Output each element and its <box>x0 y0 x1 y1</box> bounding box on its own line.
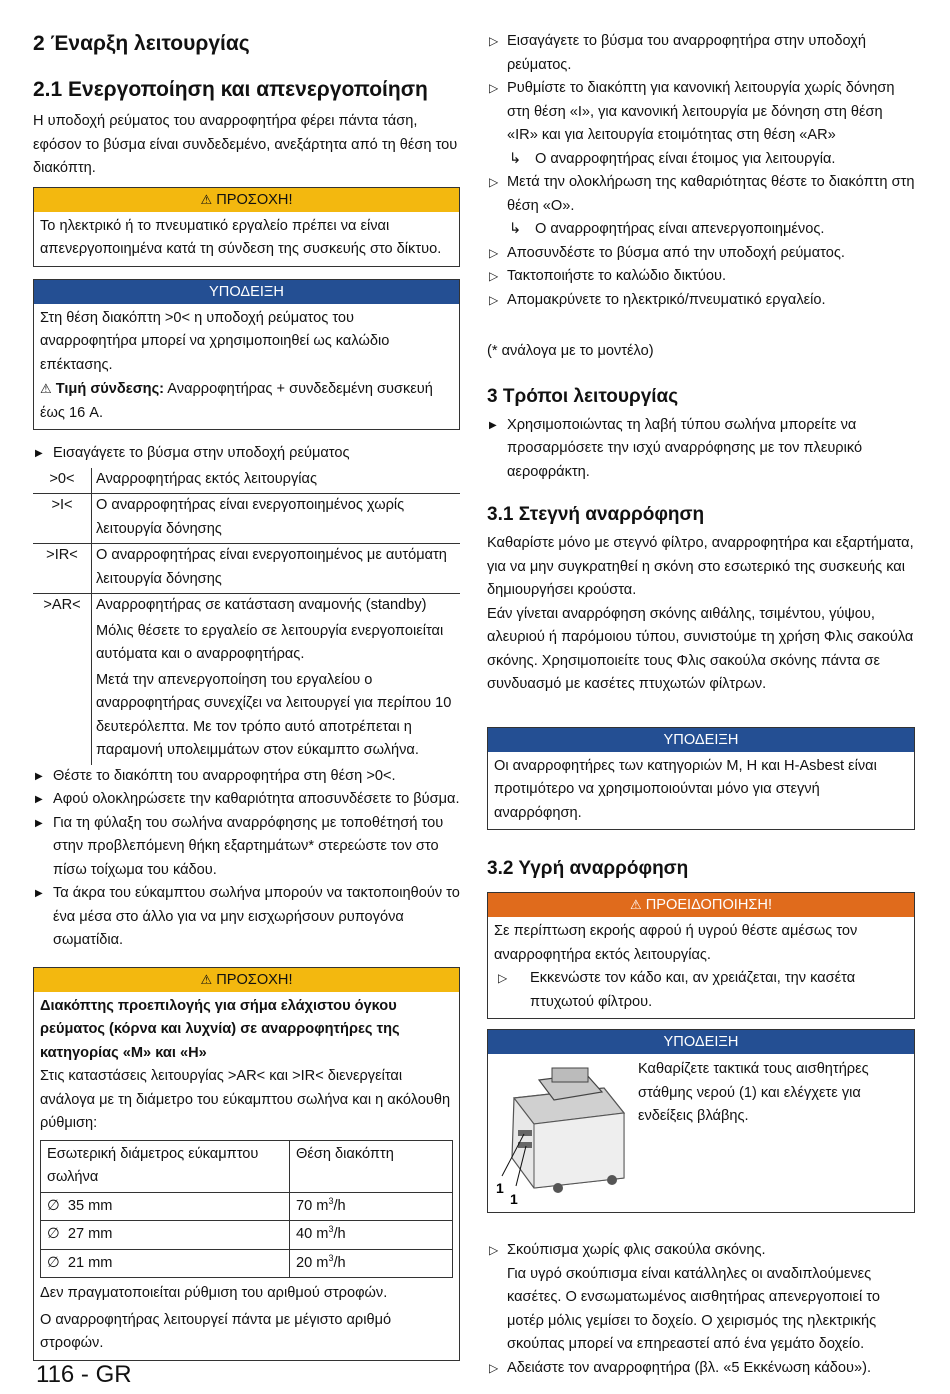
note-header: ΥΠΟΔΕΙΞΗ <box>34 280 459 304</box>
vacuum-sensor-illustration <box>494 1058 632 1207</box>
steps-list-a <box>487 30 915 148</box>
right-column <box>487 30 915 1380</box>
warning-triangle-icon: ⚠ <box>40 381 52 396</box>
list-item: ▶ Για τη φύλαξη του σωλήνα αναρρόφησης με τοποθέτησή του στην προβλεπόμενη θήκη εξαρτημάτων* στερεώστε τον στο πίσω τοίχωμα του κάδου. <box>33 812 460 883</box>
list-item: ▷ Εκκενώστε τον κάδο και, αν χρειάζεται, την κασέτα πτυχωτού φίλτρου. <box>494 967 908 1014</box>
section-2-1-title: 2.1 Ενεργοποίηση και απενεργοποίηση <box>33 78 428 101</box>
bullet-arrow-icon: ▶ <box>35 794 43 805</box>
step-triangle-icon: ▷ <box>489 175 499 189</box>
bullet-arrow-icon: ▶ <box>35 448 43 459</box>
step-triangle-icon: ▷ <box>489 34 499 48</box>
caution-box-1 <box>33 187 460 267</box>
list-item: ▷ Αδειάστε τον αναρροφητήρα (βλ. «5 Εκκένωση κάδου»). <box>487 1357 915 1381</box>
steps-list <box>33 765 460 953</box>
section-3-1-title: 3.1 Στεγνή αναρρόφηση <box>487 504 705 525</box>
connection-value-label: Τιμή σύνδεσης: <box>55 381 165 397</box>
warning-triangle-icon: ⚠ <box>200 191 213 207</box>
step-triangle-icon: ▷ <box>489 245 499 260</box>
note-header: ΥΠΟΔΕΙΞΗ <box>488 1030 914 1054</box>
step-triangle-icon: ▷ <box>489 81 499 95</box>
page-number: 116 - GR <box>36 1361 132 1388</box>
result-b: ↳ Ο αναρροφητήρας είναι απενεργοποιημένος. <box>487 218 915 242</box>
list-item: ▷ Εισαγάγετε το βύσμα του αναρροφητήρα στην υποδοχή ρεύματος. <box>487 30 915 77</box>
list-item: ▷ Μετά την ολοκλήρωση της καθαριότητας θέστε το διακόπτη στη θέση «O». <box>487 171 915 218</box>
caution-bold-text: Διακόπτης προεπιλογής για σήμα ελάχιστου όγκου ρεύματος (κόρνα και λυχνία) σε αναρροφητήρες της κατηγορίας «M» και «H» <box>40 997 400 1061</box>
note-box-3 <box>487 1029 915 1213</box>
diameter-table <box>40 1140 453 1279</box>
table-row: ∅ 27 mm 40 $m^3/h$ <box>41 1221 453 1250</box>
caution-text: Το ηλεκτρικό ή το πνευματικό εργαλείο πρέπει να είναι απενεργοποιημένα κατά τη σύνδεση της συσκευής στο δίκτυο. <box>40 217 442 257</box>
list-item: ▶ Θέστε το διακόπτη του αναρροφητήρα στη θέση >0<. <box>33 765 460 789</box>
step-triangle-icon: ▷ <box>489 292 499 307</box>
list-item: ▶ Εισαγάγετε το βύσμα στην υποδοχή ρεύματος <box>33 442 460 466</box>
step-triangle-icon: ▷ <box>489 1243 499 1257</box>
table-row: ∅ 35 mm 70 $m^3/h$ <box>41 1192 453 1221</box>
table-row: Εσωτερική διάμετρος εύκαμπτου σωλήνα Θέση διακόπτη <box>41 1140 453 1192</box>
result-a: ↳ Ο αναρροφητήρας είναι έτοιμος για λειτουργία. <box>487 148 915 172</box>
section-3-steps <box>487 414 915 485</box>
steps-list-b <box>487 171 915 218</box>
callout-1b: 1 <box>510 1191 518 1207</box>
switch-positions-table <box>33 468 460 765</box>
bullet-arrow-icon: ▶ <box>35 888 43 899</box>
list-item: ▶ Τα άκρα του εύκαμπτου σωλήνα μπορούν να τακτοποιηθούν το ένα μέσα στο άλλο για να μην εισχωρήσουν ρυπογόνα σωματίδια. <box>33 882 460 953</box>
caution-box-2 <box>33 967 460 1361</box>
callout-1: 1 <box>496 1180 504 1196</box>
warning-text: Σε περίπτωση εκροής αφρού ή υγρού θέστε αμέσως τον αναρροφητήρα εκτός λειτουργίας. <box>494 923 858 963</box>
caution-header: ⚠ ΠΡΟΣΟΧΗ! <box>34 968 459 992</box>
list-item: ▶ Χρησιμοποιώντας τη λαβή τύπου σωλήνα μπορείτε να προσαρμόσετε την ισχύ αναρρόφησης με τον πλευρικό αεροφράκτη. <box>487 414 915 485</box>
section-2-title: 2 Έναρξη λειτουργίας <box>33 32 250 55</box>
plug-step-list <box>33 442 460 466</box>
section-3-2-title: 3.2 Υγρή αναρρόφηση <box>487 858 689 879</box>
intro-text: Η υποδοχή ρεύματος του αναρροφητήρα φέρει πάντα τάση, εφόσον το βύσμα είναι συνδεδεμένο, ανεξάρτητα από τη θέση του διακόπτη. <box>33 113 458 176</box>
warning-triangle-icon: ⚠ <box>200 971 213 987</box>
list-item: ▷ Αποσυνδέστε το βύσμα από την υποδοχή ρεύματος. <box>487 242 915 266</box>
list-item: ▷ Ρυθμίστε το διακόπτη για κανονική λειτουργία χωρίς δόνηση στη θέση «I», για κανονική λειτουργία με δόνηση στη θέση «IR» και για λειτουργία ετοιμότητας στη θέση «AR» <box>487 77 915 148</box>
note-text: Στη θέση διακόπτη >0< η υποδοχή ρεύματος του αναρροφητήρα μπορεί να χρησιμοποιηθεί ως καλώδιο επέκτασης. <box>40 309 390 373</box>
section-3-1-paragraph-2: Εάν γίνεται αναρρόφηση σκόνης αιθάλης, τσιμέντου, γύψου, αλευριού ή παρόμοιου τύπου, συνιστούμε τη χρήση Φλις σακούλα σκόνης. Χρησιμοποιείτε τους Φλις σακούλα σκόνης πάντα σε συνδυασμό με κασέτες πτυχωτών φίλτρων. <box>487 605 914 692</box>
caution-header: ⚠ ΠΡΟΣΟΧΗ! <box>34 188 459 212</box>
warning-triangle-icon: ⚠ <box>629 897 642 912</box>
list-item: ▷ Απομακρύνετε το ηλεκτρικό/πνευματικό εργαλείο. <box>487 289 915 313</box>
note-text: Οι αναρροφητήρες των κατηγοριών M, H και H-Asbest είναι προτιμότερο να χρησιμοποιούνται μόνο για στεγνή αναρρόφηση. <box>494 757 877 821</box>
step-d-text: Για υγρό σκούπισμα είναι κατάλληλες οι αναδιπλούμενες κασέτες. Ο ενσωματωμένος αισθητήρας απενεργοποιεί το μοτέρ μόλις γεμίσει το δοχείο. Ο χειρισμός της ηλεκτρικής σκούπας μπορεί να επηρεαστεί από ένα γεμάτο δοχείο. <box>507 1265 880 1352</box>
footnote: (* ανάλογα με το μοντέλο) <box>487 343 654 359</box>
section-3-title: 3 Τρόποι λειτουργίας <box>487 385 679 407</box>
step-triangle-icon: ▷ <box>489 1360 499 1375</box>
step-triangle-icon: ▷ <box>489 269 499 283</box>
caution-after-text-2: Ο αναρροφητήρας λειτουργεί πάντα με μέγιστο αριθμό στροφών. <box>40 1311 392 1351</box>
table-row: >IR< Ο αναρροφητήρας είναι ενεργοποιημένος με αυτόματη λειτουργία δόνησης <box>33 544 460 594</box>
note-text: Καθαρίζετε τακτικά τους αισθητήρες στάθμης νερού (1) και ελέγχετε για ενδείξεις βλάβης. <box>638 1061 869 1124</box>
list-item: ▶ Αφού ολοκληρώσετε την καθαριότητα αποσυνδέσετε το βύσμα. <box>33 788 460 812</box>
table-row: >I< Ο αναρροφητήρας είναι ενεργοποιημένος χωρίς λειτουργία δόνησης <box>33 494 460 544</box>
note-header: ΥΠΟΔΕΙΞΗ <box>488 728 914 752</box>
warning-box <box>487 892 915 1019</box>
diameter-icon: ∅ <box>47 1226 60 1242</box>
diameter-icon: ∅ <box>47 1197 60 1214</box>
step-triangle-icon: ▷ <box>498 971 508 985</box>
caution-text: Στις καταστάσεις λειτουργίας >AR< και >IR< διενεργείται ανάλογα με τη διάμετρο του εύκαμπτου σωλήνα και η ακόλουθη ρύθμιση: <box>40 1068 451 1131</box>
steps-list-d <box>487 1239 915 1263</box>
result-arrow-icon: ↳ <box>509 221 522 237</box>
table-row: ∅ 21 mm 20 $m^3/h$ <box>41 1249 453 1278</box>
bullet-arrow-icon: ▶ <box>35 817 43 829</box>
left-column <box>33 30 460 1361</box>
diameter-icon: ∅ <box>47 1254 60 1271</box>
note-box-1 <box>33 279 460 431</box>
section-3-1-paragraph-1: Καθαρίστε μόνο με στεγνό φίλτρο, αναρροφητήρα και εξαρτήματα, για να μην συγκρατηθεί η σκόνη στο εσωτερικό της συσκευής και δημιουργήσει κρούστα. <box>487 535 914 598</box>
connection-value-text: Αναρροφητήρας + συνδεδεμένη συσκευή έως 16 A. <box>40 381 433 421</box>
note-box-2 <box>487 727 915 831</box>
caution-after-text-1: Δεν πραγματοποιείται ρύθμιση του αριθμού στροφών. <box>40 1285 388 1301</box>
steps-list-c <box>487 242 915 313</box>
table-row: >AR< Αναρροφητήρας σε κατάσταση αναμονής (standby) Μόλις θέσετε το εργαλείο σε λειτουργία ενεργοποιείται αυτόματα και ο αναρροφητήρας. Μετά την απενεργοποίηση του εργαλείου ο αναρροφητήρας συνεχίζει να λειτουργεί για περίπου 10 δευτερόλεπτα. Με τον τρόπο αυτό αποτρέπεται η παραμονή υπολειμμάτων στον εύκαμπτο σωλήνα. <box>33 594 460 765</box>
result-arrow-icon: ↳ <box>509 150 522 167</box>
list-item: ▷ Τακτοποιήστε το καλώδιο δικτύου. <box>487 265 915 289</box>
warning-header: ⚠ ΠΡΟΕΙΔΟΠΟΙΗΣΗ! <box>488 893 914 917</box>
table-row: >0< Αναρροφητήρας εκτός λειτουργίας <box>33 468 460 494</box>
steps-list-e <box>487 1357 915 1381</box>
list-item: ▷ Σκούπισμα χωρίς φλις σακούλα σκόνης. <box>487 1239 915 1263</box>
bullet-arrow-icon: ▶ <box>35 770 43 782</box>
bullet-arrow-icon: ▶ <box>489 419 497 431</box>
